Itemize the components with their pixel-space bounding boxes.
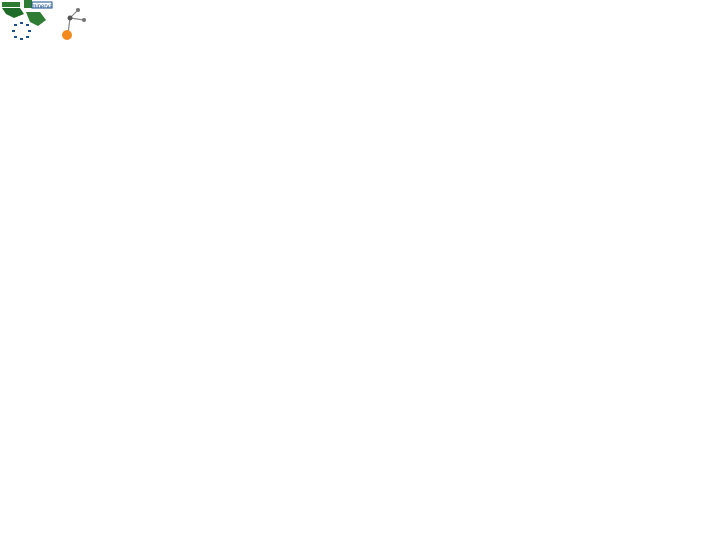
minerva-logo-icon	[0, 0, 54, 44]
michael-network-icon	[58, 4, 168, 44]
minerva-logo-text: minerva	[31, 4, 53, 10]
